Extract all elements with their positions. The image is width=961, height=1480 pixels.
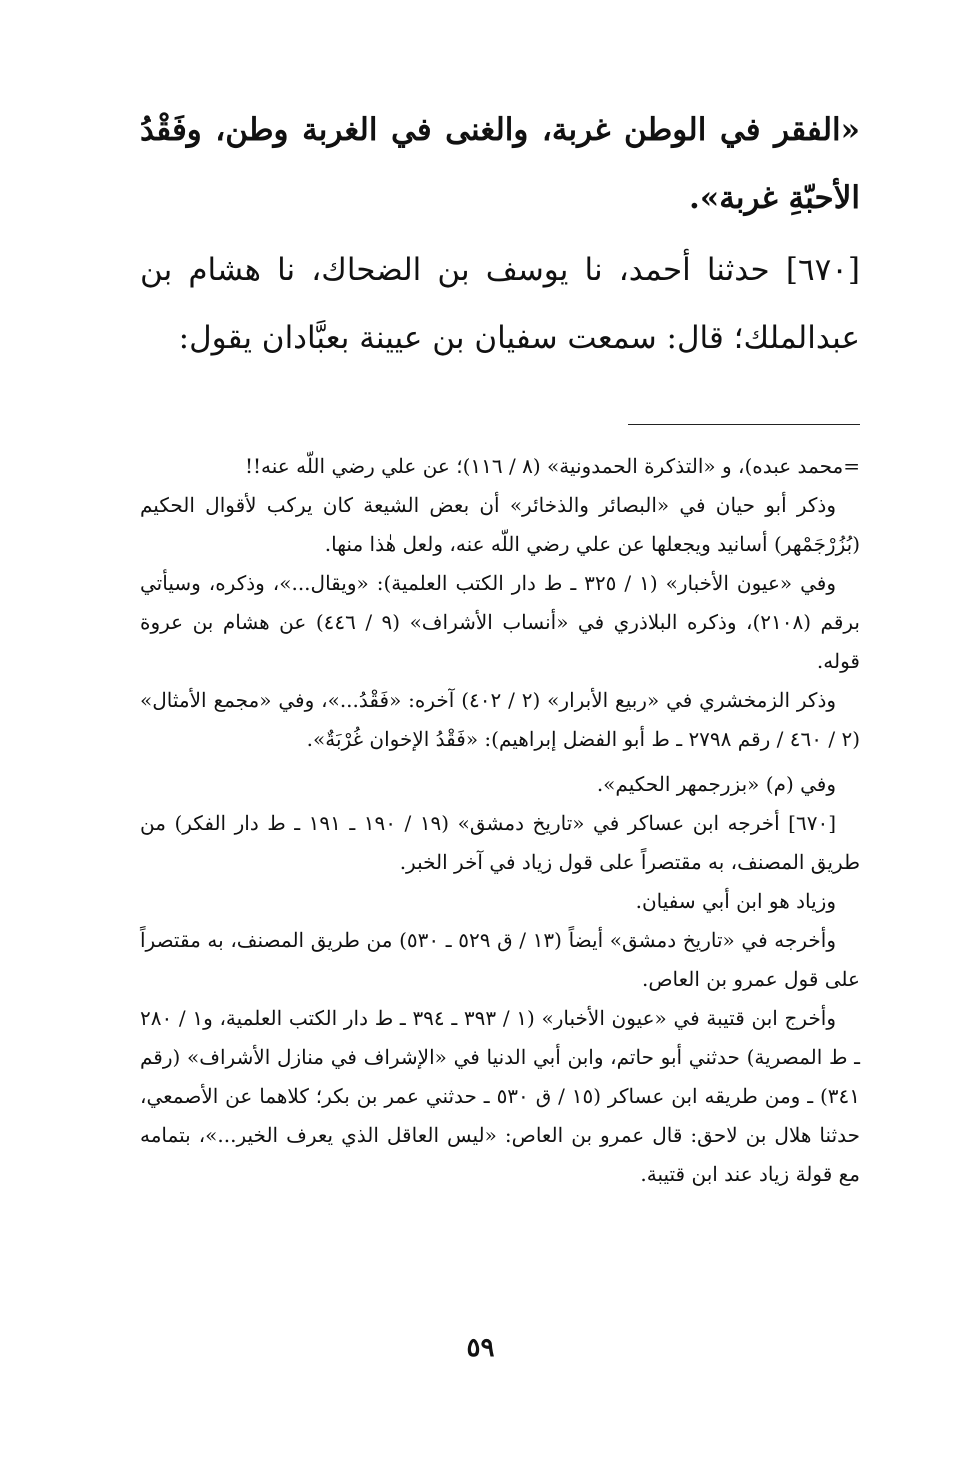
footnote-line: وزياد هو ابن أبي سفيان. — [635, 889, 836, 913]
footnote-line: وذكر الزمخشري في «ربيع الأبرار» (٢ / ٤٠٢) آخره: «فَقْدُ...»، وفي «مجمع الأمثال» (٢ / ٤٦٠ / رقم ٢٧٩٨ ـ ط أبو الفضل إبراهيم): «فَقْدُ الإخوان غُرْبَةٌ». — [140, 688, 860, 751]
book-page — [140, 96, 860, 1194]
footnote-separator-wrap — [140, 424, 860, 425]
footnote-line: [٦٧٠] أخرجه ابن عساكر في «تاريخ دمشق» (١٩ / ١٩٠ ـ ١٩١ ـ ط دار الفكر) من طريق المصنف، به مقتصراً على قول زياد في آخر الخبر. — [140, 811, 860, 874]
footnote-line: وأخرج ابن قتيبة في «عيون الأخبار» (١ / ٣٩٣ ـ ٣٩٤ ـ ط دار الكتب العلمية، و١ / ٢٨٠ ـ ط المصرية) حدثني أبو حاتم، وابن أبي الدنيا في «الإشراف في منازل الأشراف» (رقم ٣٤١) ـ ومن طريقه ابن عساكر (١٥ / ق ٥٣٠ ـ حدثني عمر بن بكر؛ كلاهما عن الأصمعي، حدثنا هلال بن لاحق: قال عمرو بن العاص: «ليس العاقل الذي يعرف الخير...»، بتمامه مع قولة زياد عند ابن قتيبة. — [140, 1006, 861, 1186]
footnote-line: وفي «عيون الأخبار» (١ / ٣٢٥ ـ ط دار الكتب العلمية): «ويقال...»، وذكره، وسيأتي برقم (٢١٠٨)، وذكره البلاذري في «أنساب الأشراف» (٩ / ٤٤٦) عن هشام بن عروة قوله. — [140, 571, 860, 673]
footnote-line: =محمد عبده)، و «التذكرة الحمدونية» (٨ / ١١٦)؛ عن علي رضي اللّه عنه!! — [244, 454, 860, 478]
footnote-line: وأخرجه في «تاريخ دمشق» أيضاً (١٣ / ق ٥٢٩ ـ ٥٣٠) من طريق المصنف، به مقتصراً على قول عمرو بن العاص. — [140, 928, 860, 991]
footnote-line: وفي (م) «بزرجمهر الحكيم». — [596, 772, 836, 796]
page-number: ٥٩ — [466, 1333, 495, 1363]
footnote-line: وذكر أبو حيان في «البصائر والذخائر» أن بعض الشيعة كان يركب لأقوال الحكيم (بُزُرْجَمْهر) أسانيد ويجعلها عن علي رضي اللّه عنه، ولعل هٰذا منها. — [140, 493, 860, 556]
main-text — [140, 96, 860, 372]
paragraph-670: [٦٧٠] حدثنا أحمد، نا يوسف بن الضحاك، نا هشام بن عبدالملك؛ قال: سمعت سفيان بن عيينة بعبَّادان يقول: — [140, 252, 860, 356]
footnotes — [140, 447, 860, 1194]
quote-line: «الفقر في الوطن غربة، والغنى في الغربة وطن، وفَقْدُ الأحبّةِ غربة». — [140, 112, 860, 216]
footnote-separator — [628, 424, 860, 425]
